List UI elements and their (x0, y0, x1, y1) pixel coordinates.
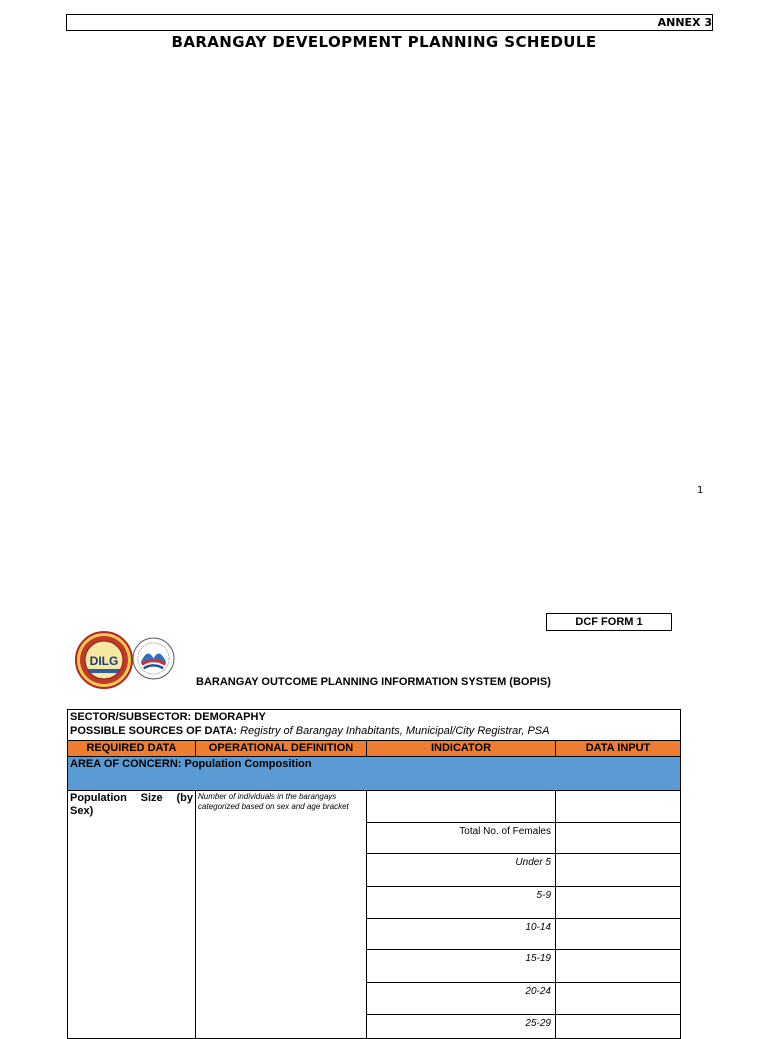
page-number: 1 (697, 485, 704, 496)
data-input-cell[interactable] (556, 1015, 680, 1039)
indicator-column (367, 791, 556, 1039)
indicator-cell: Under 5 (367, 854, 555, 887)
dilg-logo-text: DILG (89, 654, 119, 668)
indicator-cell: Total No. of Females (367, 823, 555, 854)
system-title: BARANGAY OUTCOME PLANNING INFORMATION SYSTEM (BOPIS) (196, 676, 551, 688)
data-input-cell[interactable] (556, 950, 680, 983)
data-input-cell[interactable] (556, 919, 680, 950)
dilg-logo (75, 631, 133, 689)
col-header-operational-definition: OPERATIONAL DEFINITION (196, 741, 367, 756)
sources-label: POSSIBLE SOURCES OF DATA: (70, 725, 238, 737)
annex-label: ANNEX 3 (657, 16, 712, 29)
required-data-cell (68, 791, 196, 1039)
data-input-column (556, 791, 680, 1039)
area-of-concern: AREA OF CONCERN: Population Composition (68, 757, 680, 791)
data-input-cell[interactable] (556, 823, 680, 854)
required-data-text: Population Size (by Sex) (70, 792, 193, 817)
data-input-cell[interactable] (556, 983, 680, 1015)
indicator-cell: 5-9 (367, 887, 555, 919)
col-header-data-input: DATA INPUT (585, 742, 651, 754)
table-body (68, 791, 680, 1039)
sources-value: Registry of Barangay Inhabitants, Municipal/City Registrar, PSA (240, 725, 550, 737)
annex-box (66, 14, 713, 31)
operational-definition-cell: Number of individuals in the barangays categorized based on sex and age bracket (196, 791, 367, 1039)
indicator-cell (367, 791, 555, 823)
indicator-cell: 25-29 (367, 1015, 555, 1039)
data-input-cell[interactable] (556, 887, 680, 919)
table-header (68, 741, 680, 757)
indicator-cell: 20-24 (367, 983, 555, 1015)
page-title: BARANGAY DEVELOPMENT PLANNING SCHEDULE (171, 33, 597, 51)
seal-logo (132, 637, 175, 680)
data-input-cell[interactable] (556, 854, 680, 887)
col-header-indicator: INDICATOR (367, 741, 556, 756)
form-code-box: DCF FORM 1 (546, 613, 672, 631)
indicator-cell: 10-14 (367, 919, 555, 950)
sources-line (70, 724, 678, 738)
data-collection-table (67, 709, 681, 1039)
indicator-cell: 15-19 (367, 950, 555, 983)
sector-value: DEMORAPHY (194, 711, 266, 723)
sector-label: SECTOR/SUBSECTOR: (70, 711, 192, 723)
data-input-cell[interactable] (556, 791, 680, 823)
col-header-required-data: REQUIRED DATA (68, 741, 196, 756)
sector-line (70, 710, 678, 724)
sector-info (68, 710, 680, 741)
